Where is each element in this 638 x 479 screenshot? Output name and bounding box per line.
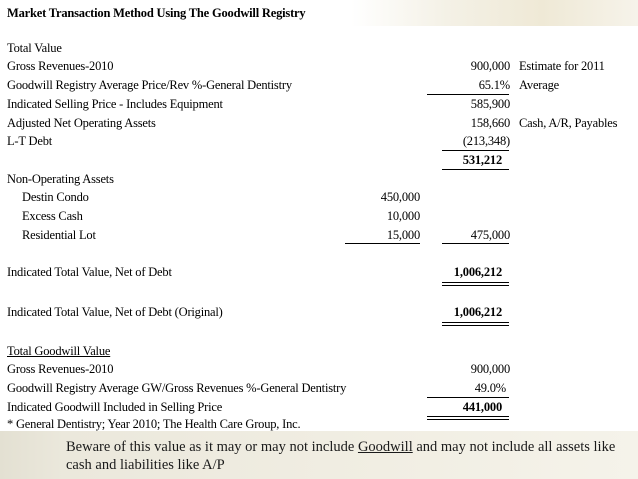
asset-label: Residential Lot — [22, 228, 96, 242]
double-rule-bottom — [442, 285, 509, 286]
indicated-total-value: 1,006,212 — [453, 265, 502, 279]
goodwill-row-label: Gross Revenues-2010 — [7, 362, 114, 376]
total-value-heading: Total Value — [7, 41, 62, 55]
row-value: 900,000 — [470, 59, 510, 73]
non-operating-heading: Non-Operating Assets — [7, 172, 114, 186]
asset-label: Destin Condo — [22, 190, 89, 204]
asset-value: 10,000 — [386, 209, 420, 223]
asset-value: 450,000 — [380, 190, 420, 204]
row-label: Indicated Selling Price - Includes Equipment — [7, 97, 223, 111]
callout-text — [66, 438, 626, 474]
page-title: Market Transaction Method Using The Goodwill Registry — [7, 6, 306, 20]
subtotal-value: 531,212 — [462, 153, 502, 167]
double-rule-bottom — [427, 419, 509, 420]
footnote: * General Dentistry; Year 2010; The Health Care Group, Inc. — [7, 417, 301, 431]
goodwill-row-label: Indicated Goodwill Included in Selling Price — [7, 400, 223, 414]
underline-rule — [345, 243, 420, 244]
row-value: 158,660 — [470, 116, 510, 130]
indicated-total-original-label: Indicated Total Value, Net of Debt (Original) — [7, 305, 223, 319]
row-value: 585,900 — [470, 97, 510, 111]
double-rule-top — [427, 416, 509, 417]
row-note: Average — [519, 78, 560, 92]
goodwill-row-value: 900,000 — [470, 362, 510, 376]
row-note: Estimate for 2011 — [519, 59, 605, 73]
goodwill-row-value: 49.0% — [474, 381, 506, 395]
asset-value: 15,000 — [386, 228, 420, 242]
double-rule-top — [442, 322, 509, 323]
row-value: (213,348) — [462, 134, 510, 148]
row-note: Cash, A/R, Payables — [519, 116, 618, 130]
underline-rule — [442, 150, 509, 151]
non-operating-total: 475,000 — [470, 228, 510, 242]
goodwill-indicated-value: 441,000 — [462, 400, 502, 414]
asset-label: Excess Cash — [22, 209, 83, 223]
indicated-total-label: Indicated Total Value, Net of Debt — [7, 265, 172, 279]
callout-part-2: and may not include all assets like cash and liabilities like A/P — [66, 439, 616, 473]
goodwill-link: Goodwill — [357, 439, 413, 455]
underline-rule — [442, 169, 509, 170]
underline-rule — [442, 243, 509, 244]
underline-rule — [427, 397, 509, 398]
double-rule-top — [442, 282, 509, 283]
goodwill-row-label: Goodwill Registry Average GW/Gross Revenues %-General Dentistry — [7, 381, 347, 395]
indicated-total-original-value: 1,006,212 — [453, 305, 502, 319]
goodwill-heading: Total Goodwill Value — [7, 344, 111, 358]
callout-part-1: Beware of this value as it may or may not include — [66, 439, 358, 455]
row-value: 65.1% — [478, 78, 510, 92]
row-label: Goodwill Registry Average Price/Rev %-General Dentistry — [7, 78, 292, 92]
double-rule-bottom — [442, 325, 509, 326]
underline-rule — [427, 94, 509, 95]
row-label: Gross Revenues-2010 — [7, 59, 114, 73]
row-label: L-T Debt — [7, 134, 53, 148]
row-label: Adjusted Net Operating Assets — [7, 116, 156, 130]
